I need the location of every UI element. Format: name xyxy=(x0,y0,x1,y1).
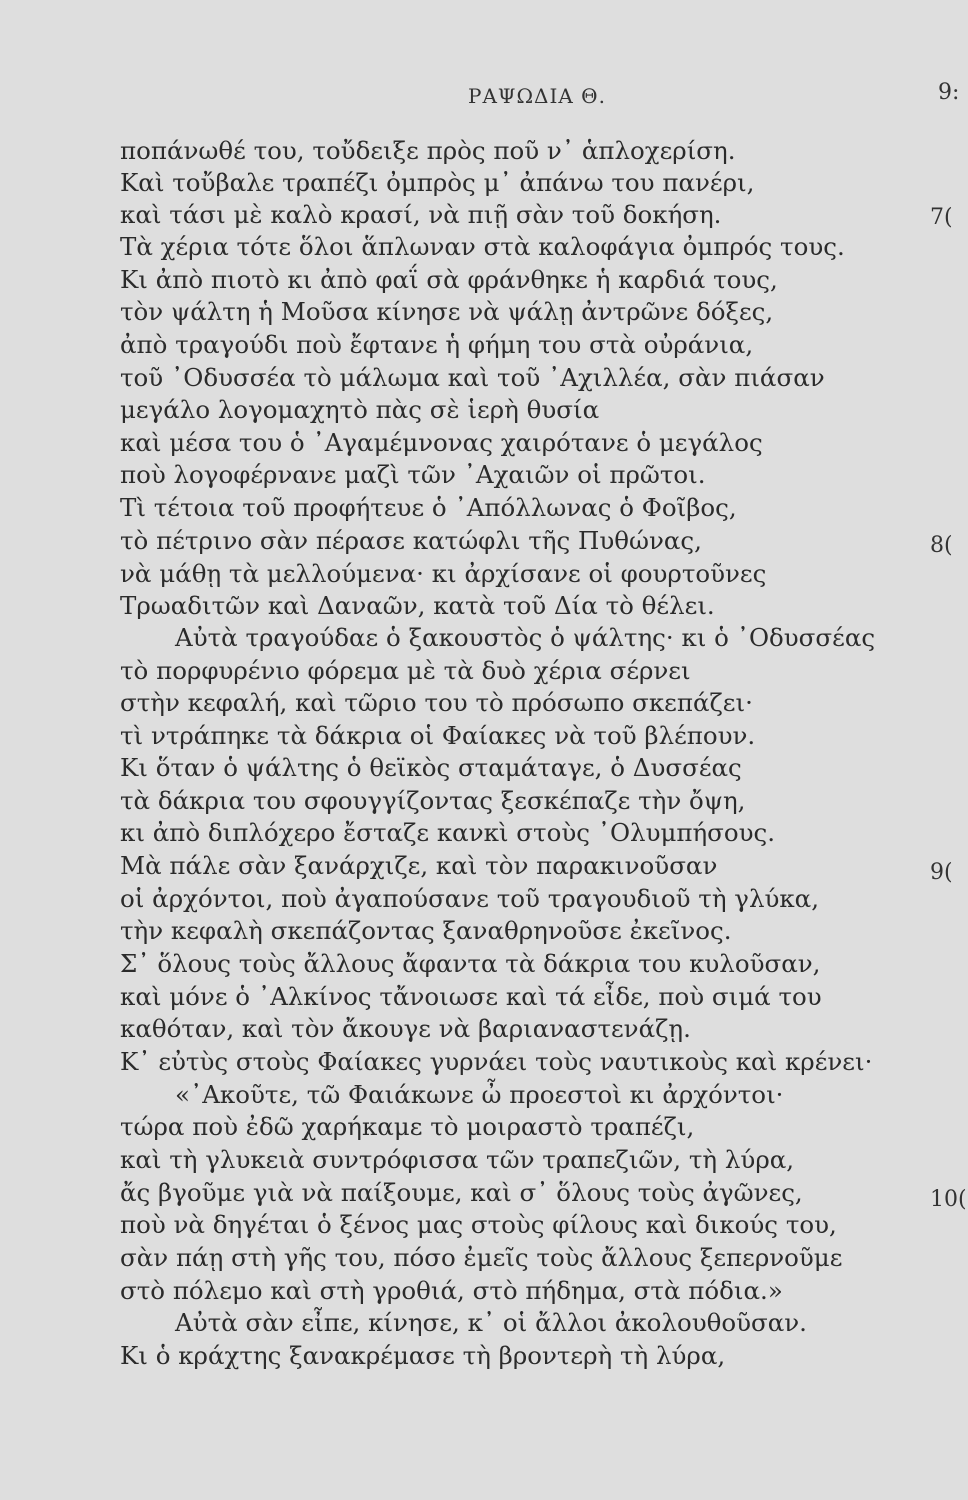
text-line: οἱ ἀρχόντοι, ποὺ ἀγαπούσανε τοῦ τραγουδιοῦ τὴ γλύκα, xyxy=(120,884,820,913)
text-line: Κι ἀπὸ πιοτὸ κι ἀπὸ φαΐ σὰ φράνθηκε ἡ καρδιά τους, xyxy=(120,265,778,294)
verse-number: 7( xyxy=(930,205,953,230)
text-line: τὴν κεφαλὴ σκεπάζοντας ξαναθρηνοῦσε ἐκεῖνος. xyxy=(120,916,732,945)
text-line: τὰ δάκρια του σφουγγίζοντας ξεσκέπαζε τὴν ὄψη, xyxy=(120,786,746,815)
text-line: καὶ τὴ γλυκειὰ συντρόφισσα τῶν τραπεζιῶν, τὴ λύρα, xyxy=(120,1145,795,1174)
text-line: ποπάνωθέ του, τοὔδειξε πρὸς ποῦ ν᾽ ἁπλοχερίση. xyxy=(120,136,736,165)
text-line: τώρα ποὺ ἐδῶ χαρήκαμε τὸ μοιραστὸ τραπέζι, xyxy=(120,1112,695,1141)
text-line: Καὶ τοὔβαλε τραπέζι ὀμπρὸς μ᾽ ἀπάνω του πανέρι, xyxy=(120,168,755,197)
verse-number: 8( xyxy=(930,533,953,558)
running-title: ΡΑΨΩΔΙΑ Θ. xyxy=(468,84,606,108)
text-line: Σ᾽ ὅλους τοὺς ἄλλους ἄφαντα τὰ δάκρια του κυλοῦσαν, xyxy=(120,949,821,978)
text-line: τὶ ντράπηκε τὰ δάκρια οἱ Φαίακες νὰ τοῦ βλέπουν. xyxy=(120,721,756,750)
text-line: ἄς βγοῦμε γιὰ νὰ παίξουμε, καὶ σ᾽ ὅλους τοὺς ἀγῶνες, xyxy=(120,1178,803,1207)
verse-number: 10( xyxy=(930,1187,967,1212)
text-line: σὰν πάῃ στὴ γῆς του, πόσο ἐμεῖς τοὺς ἄλλους ξεπερνοῦμε xyxy=(120,1243,843,1272)
text-line: ποὺ λογοφέρνανε μαζὶ τῶν ᾽Αχαιῶν οἱ πρῶτοι. xyxy=(120,460,706,489)
text-line: Τρωαδιτῶν καὶ Δαναῶν, κατὰ τοῦ Δία τὸ θέλει. xyxy=(120,591,715,620)
text-line: ποὺ νὰ δηγέται ὁ ξένος μας στοὺς φίλους καὶ δικούς του, xyxy=(120,1210,837,1239)
text-line: στὴν κεφαλή, καὶ τῶριο του τὸ πρόσωπο σκεπάζει· xyxy=(120,688,753,717)
text-line: μεγάλο λογομαχητὸ πὰς σὲ ἱερὴ θυσία xyxy=(120,395,600,424)
text-line: καὶ μόνε ὁ ᾽Αλκίνος τἄνοιωσε καὶ τά εἶδε, ποὺ σιμά του xyxy=(120,982,822,1011)
text-line: νὰ μάθῃ τὰ μελλούμενα· κι ἀρχίσανε οἱ φουρτοῦνες xyxy=(120,559,767,588)
text-line: καθόταν, καὶ τὸν ἄκουγε νὰ βαριαναστενάζῃ. xyxy=(120,1014,691,1043)
text-line: τὸ πέτρινο σὰν πέρασε κατώφλι τῆς Πυθώνας, xyxy=(120,526,702,555)
text-line: τοῦ ᾽Οδυσσέα τὸ μάλωμα καὶ τοῦ ᾽Αχιλλέα, σὰν πιάσαν xyxy=(120,363,825,392)
text-line: κι ἀπὸ διπλόχερο ἔσταζε κανκὶ στοὺς ᾽Ολυμπήσους. xyxy=(120,818,776,847)
text-line: Κι ὅταν ὁ ψάλτης ὁ θεϊκὸς σταμάταγε, ὁ Δυσσέας xyxy=(120,753,742,782)
text-line: ἀπὸ τραγούδι ποὺ ἔφτανε ἡ φήμη του στὰ οὐράνια, xyxy=(120,330,754,359)
text-line: Μὰ πάλε σὰν ξανάρχιζε, καὶ τὸν παρακινοῦσαν xyxy=(120,851,718,880)
text-line: τὸν ψάλτη ἡ Μοῦσα κίνησε νὰ ψάλῃ ἀντρῶνε δόξες, xyxy=(120,297,774,326)
page-number: 9: xyxy=(938,80,960,105)
text-line: Τὰ χέρια τότε ὅλοι ἅπλωναν στὰ καλοφάγια ὀμπρός τους. xyxy=(120,232,845,261)
text-line: Κ᾽ εὐτὺς στοὺς Φαίακες γυρνάει τοὺς ναυτικοὺς καὶ κρένει· xyxy=(120,1047,873,1076)
text-line: «᾽Ακοῦτε, τῶ Φαιάκωνε ὦ προεστοὶ κι ἀρχόντοι· xyxy=(175,1080,784,1109)
text-line: καὶ τάσι μὲ καλὸ κρασί, νὰ πιῇ σὰν τοῦ δοκήση. xyxy=(120,200,722,229)
text-line: τὸ πορφυρένιο φόρεμα μὲ τὰ δυὸ χέρια σέρνει xyxy=(120,656,691,685)
text-line: Αὐτὰ τραγούδαε ὁ ξακουστὸς ὁ ψάλτης· κι ὁ ᾽Οδυσσέας xyxy=(175,623,876,652)
text-line: Κι ὁ κράχτης ξανακρέμασε τὴ βροντερὴ τὴ λύρα, xyxy=(120,1341,726,1370)
verse-number: 9( xyxy=(930,860,953,885)
text-line: στὸ πόλεμο καὶ στὴ γροθιά, στὸ πήδημα, στὰ πόδια.» xyxy=(120,1276,783,1305)
text-line: καὶ μέσα του ὁ ᾽Αγαμέμνονας χαιρότανε ὁ μεγάλος xyxy=(120,428,763,457)
text-line: Αὐτὰ σὰν εἶπε, κίνησε, κ᾽ οἱ ἄλλοι ἀκολουθοῦσαν. xyxy=(175,1308,807,1337)
text-line: Τὶ τέτοια τοῦ προφήτευε ὁ ᾽Απόλλωνας ὁ Φοῖβος, xyxy=(120,493,737,522)
